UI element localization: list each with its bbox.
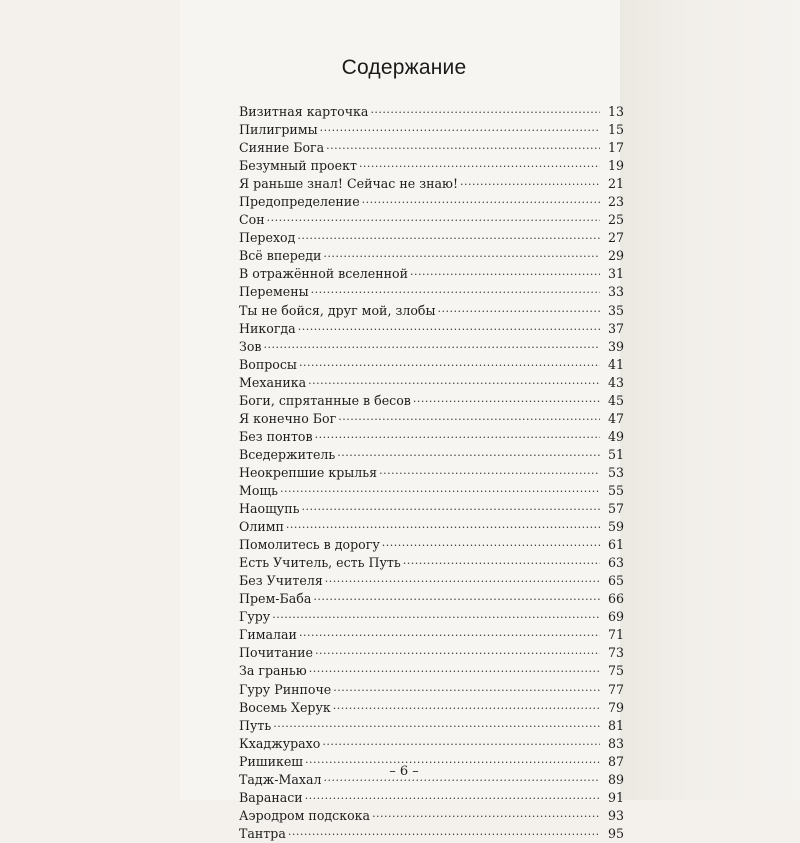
toc-entry-page: 81 (607, 717, 624, 733)
toc-entry-page: 43 (607, 374, 624, 390)
toc-entry-page: 95 (607, 825, 624, 841)
toc-entry-title: Ты не бойся, друг мой, злобы (239, 302, 436, 318)
toc-entry (239, 121, 624, 139)
toc-entry (239, 626, 624, 644)
toc-entry-title: Без Учителя (239, 573, 323, 589)
toc-entry-title: Пилигримы (239, 122, 318, 138)
toc-leader-dots (362, 193, 600, 206)
toc-entry (239, 681, 624, 699)
toc-entry-title: Мощь (239, 482, 279, 498)
toc-entry-title: Есть Учитель, есть Путь (239, 555, 401, 571)
toc-entry-title: Зов (239, 338, 262, 354)
toc-leader-dots (338, 410, 600, 423)
toc-entry-title: Всё впереди (239, 248, 322, 264)
toc-leader-dots (313, 590, 600, 603)
toc-entry-title: Сон (239, 212, 265, 228)
toc-entry (239, 175, 624, 193)
toc-entry-page: 15 (607, 122, 624, 138)
toc-entry (239, 374, 624, 392)
toc-entry (239, 446, 624, 464)
toc-leader-dots (333, 699, 600, 712)
toc-entry-title: Прем-Баба (239, 591, 312, 607)
toc-leader-dots (264, 338, 600, 351)
toc-entry-title: Визитная карточка (239, 104, 369, 119)
toc-entry (239, 572, 624, 590)
toc-entry-page: 13 (607, 104, 624, 119)
toc-title: Содержание (341, 56, 467, 79)
toc-entry-page: 87 (607, 753, 624, 769)
toc-entry-page: 29 (607, 248, 624, 264)
toc-entry-page: 71 (607, 627, 624, 643)
toc-entry-page: 55 (607, 482, 624, 498)
toc-leader-dots (333, 681, 600, 694)
toc-entry-title: Восемь Херук (239, 699, 331, 715)
toc-entry (239, 699, 624, 717)
toc-entry (239, 464, 624, 482)
toc-entry-page: 57 (607, 501, 624, 517)
toc-entry-page: 75 (607, 663, 624, 679)
toc-leader-dots (301, 500, 600, 513)
toc-entry-title: Тадж-Махал (239, 771, 322, 787)
page-gutter-shade (620, 0, 800, 800)
toc-leader-dots (286, 518, 600, 531)
toc-entry (239, 211, 624, 229)
toc-leader-dots (323, 247, 600, 260)
toc-entry-page: 41 (607, 356, 624, 372)
toc-leader-dots (320, 121, 600, 134)
toc-entry-title: Я конечно Бог (239, 410, 337, 426)
toc-entry-title: Неокрепшие крылья (239, 464, 378, 480)
toc-entry (239, 356, 624, 374)
toc-leader-dots (311, 283, 600, 296)
toc-entry (239, 662, 624, 680)
toc-entry (239, 103, 624, 121)
toc-entry-title: Без понтов (239, 428, 313, 444)
toc-entry (239, 302, 624, 320)
toc-leader-dots (372, 807, 600, 820)
toc-entry (239, 247, 624, 265)
toc-entry-title: Наощупь (239, 501, 300, 517)
toc-entry-page: 61 (607, 537, 624, 553)
toc-entry-page: 49 (607, 428, 624, 444)
toc-entry (239, 338, 624, 356)
toc-entry-page: 59 (607, 519, 624, 535)
table-of-contents (239, 103, 624, 843)
toc-entry (239, 392, 624, 410)
toc-entry (239, 283, 624, 301)
toc-entry (239, 229, 624, 247)
toc-entry-title: Кхаджурахо (239, 735, 321, 751)
toc-entry-page: 83 (607, 735, 624, 751)
toc-entry (239, 717, 624, 735)
toc-entry-page: 45 (607, 392, 624, 408)
page-number: – 6 – (389, 764, 419, 779)
toc-entry-title: За гранью (239, 663, 307, 679)
toc-entry-title: Помолитесь в дорогу (239, 537, 380, 553)
toc-entry (239, 807, 624, 825)
toc-entry-title: Гималаи (239, 627, 297, 643)
toc-entry-page: 37 (607, 320, 624, 336)
toc-entry-page: 73 (607, 645, 624, 661)
toc-entry-title: В отражённой вселенной (239, 266, 408, 282)
toc-leader-dots (309, 662, 600, 675)
toc-entry-title: Тантра (239, 825, 286, 841)
toc-entry-page: 21 (607, 176, 624, 192)
toc-entry-title: Сияние Бога (239, 140, 325, 156)
toc-leader-dots (267, 211, 600, 224)
toc-entry-title: Перемены (239, 284, 309, 300)
toc-entry (239, 482, 624, 500)
toc-entry (239, 157, 624, 175)
toc-entry (239, 265, 624, 283)
toc-entry-page: 31 (607, 266, 624, 282)
toc-leader-dots (337, 446, 600, 459)
toc-leader-dots (326, 139, 600, 152)
toc-entry-title: Предопределение (239, 194, 360, 210)
toc-entry-title: Переход (239, 230, 296, 246)
toc-entry-page: 39 (607, 338, 624, 354)
toc-entry-page: 77 (607, 681, 624, 697)
toc-leader-dots (382, 536, 600, 549)
toc-leader-dots (297, 229, 600, 242)
toc-leader-dots (298, 320, 600, 333)
toc-entry-page: 47 (607, 410, 624, 426)
toc-entry-title: Путь (239, 717, 272, 733)
toc-entry-page: 69 (607, 609, 624, 625)
toc-entry (239, 500, 624, 518)
toc-entry (239, 193, 624, 211)
toc-entry-page: 25 (607, 212, 624, 228)
toc-leader-dots (460, 175, 600, 188)
toc-entry (239, 554, 624, 572)
toc-entry-page: 19 (607, 158, 624, 174)
toc-leader-dots (299, 626, 600, 639)
toc-entry-page: 79 (607, 699, 624, 715)
toc-entry-page: 53 (607, 464, 624, 480)
toc-leader-dots (272, 608, 600, 621)
toc-entry (239, 428, 624, 446)
toc-entry-page: 91 (607, 789, 624, 805)
toc-entry-title: Гуру (239, 609, 271, 625)
toc-leader-dots (280, 482, 600, 495)
toc-entry-title: Ришикеш (239, 753, 304, 769)
toc-leader-dots (315, 428, 600, 441)
toc-leader-dots (315, 644, 600, 657)
toc-entry-title: Вопросы (239, 356, 297, 372)
toc-entry-title: Никогда (239, 320, 296, 336)
toc-entry (239, 518, 624, 536)
toc-entry-page: 63 (607, 555, 624, 571)
toc-leader-dots (379, 464, 600, 477)
toc-entry-page: 51 (607, 446, 624, 462)
toc-leader-dots (438, 302, 600, 315)
toc-entry (239, 735, 624, 753)
toc-leader-dots (325, 572, 600, 585)
toc-leader-dots (413, 392, 600, 405)
toc-entry-title: Гуру Ринпоче (239, 681, 332, 697)
toc-leader-dots (322, 735, 600, 748)
toc-entry-title: Олимп (239, 519, 284, 535)
toc-entry-page: 23 (607, 194, 624, 210)
toc-leader-dots (299, 356, 600, 369)
toc-entry-page: 66 (607, 591, 624, 607)
toc-entry (239, 825, 624, 843)
toc-entry-title: Безумный проект (239, 158, 357, 174)
toc-leader-dots (308, 374, 600, 387)
toc-entry-page: 65 (607, 573, 624, 589)
toc-leader-dots (403, 554, 600, 567)
toc-leader-dots (288, 825, 600, 838)
toc-entry-title: Аэродром подскока (239, 807, 371, 823)
toc-entry-title: Я раньше знал! Сейчас не знаю! (239, 176, 459, 192)
toc-entry (239, 320, 624, 338)
toc-entry (239, 789, 624, 807)
toc-entry-page: 93 (607, 807, 624, 823)
toc-entry (239, 644, 624, 662)
toc-entry-page: 27 (607, 230, 624, 246)
toc-entry-title: Вседержитель (239, 446, 336, 462)
toc-entry (239, 608, 624, 626)
toc-entry-title: Механика (239, 374, 307, 390)
toc-entry-title: Почитание (239, 645, 314, 661)
toc-entry-title: Варанаси (239, 789, 303, 805)
toc-entry-title: Боги, спрятанные в бесов (239, 392, 411, 408)
toc-entry (239, 139, 624, 157)
toc-entry (239, 536, 624, 554)
toc-leader-dots (273, 717, 600, 730)
toc-entry-page: 17 (607, 140, 624, 156)
toc-leader-dots (410, 265, 600, 278)
toc-leader-dots (370, 103, 600, 116)
toc-entry-page: 33 (607, 284, 624, 300)
toc-entry-page: 89 (607, 771, 624, 787)
toc-leader-dots (359, 157, 600, 170)
toc-entry (239, 590, 624, 608)
toc-entry (239, 410, 624, 428)
toc-entry-page: 35 (607, 302, 624, 318)
